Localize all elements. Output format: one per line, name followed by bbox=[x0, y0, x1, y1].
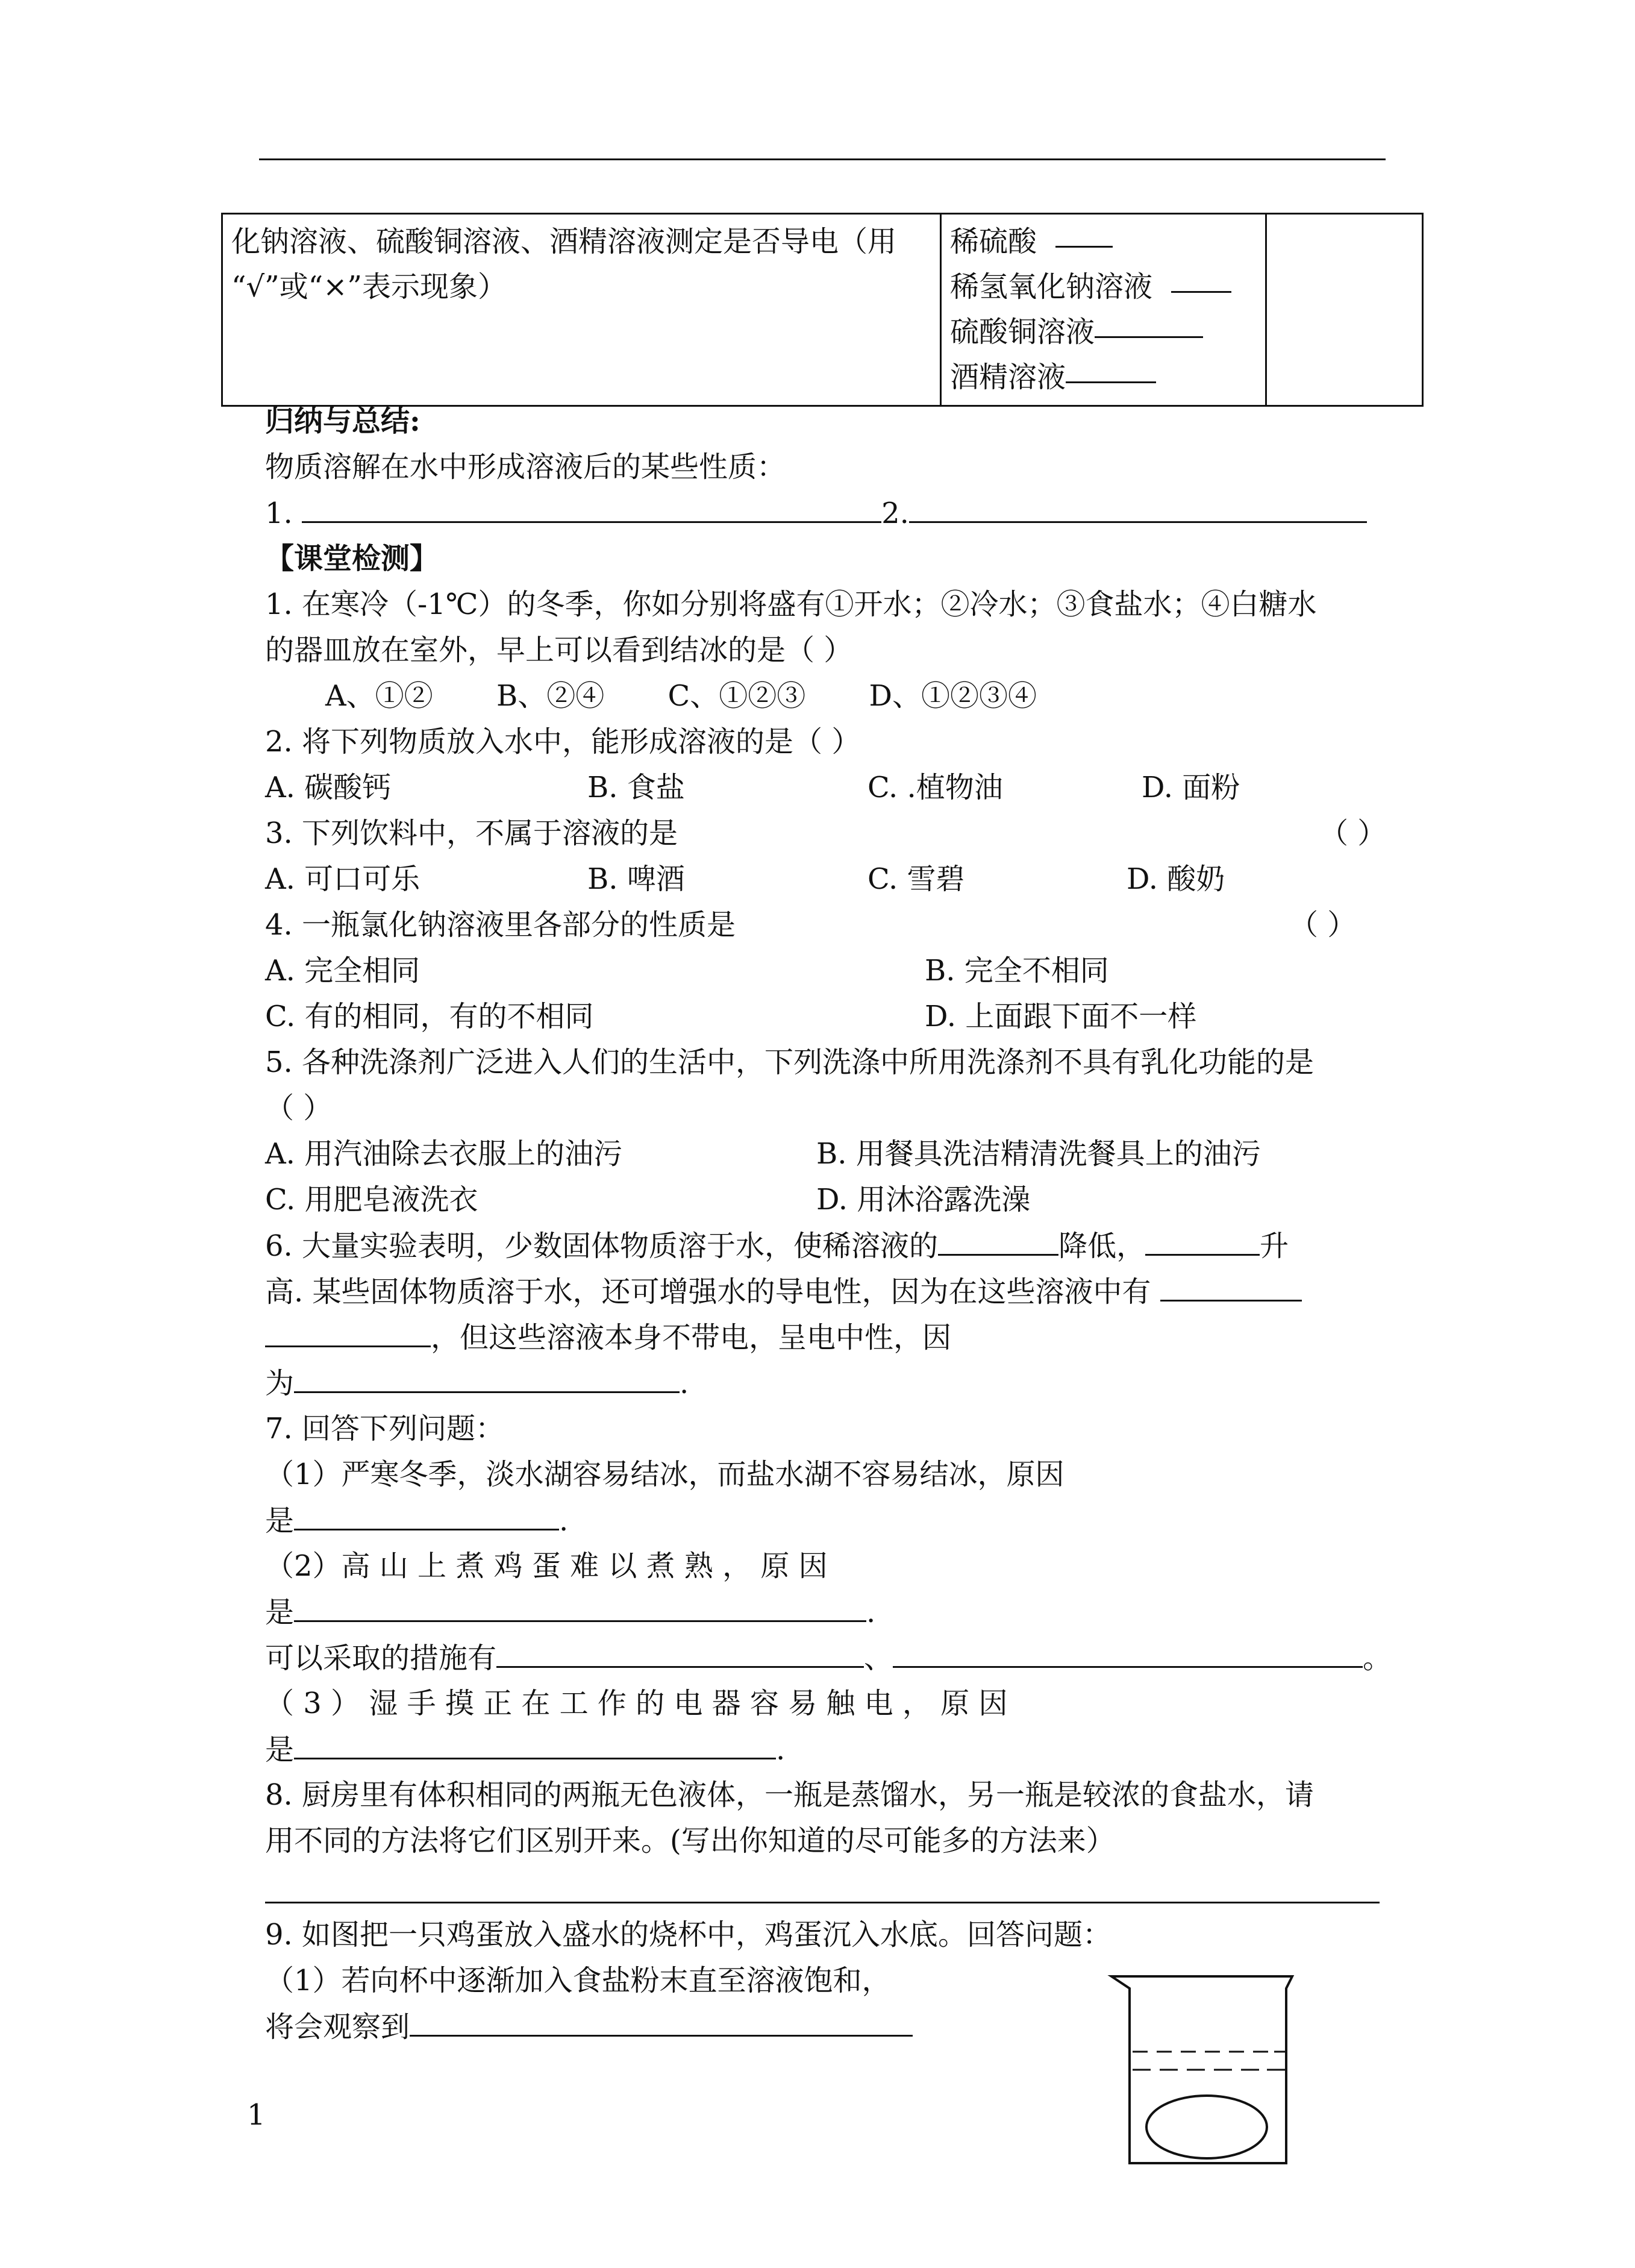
q7-text: . bbox=[866, 1596, 876, 1629]
q2-stem: 2. 将下列物质放入水中，能形成溶液的是（ ） bbox=[265, 725, 861, 759]
item-label: 稀氢氧化钠溶液 bbox=[950, 270, 1153, 304]
q7-text: 是 bbox=[265, 1504, 295, 1538]
option[interactable]: B. 用餐具洗洁精清洗餐具上的油污 bbox=[816, 1137, 1261, 1171]
q3-paren: （ ） bbox=[1319, 816, 1387, 850]
option[interactable]: D. 酸奶 bbox=[1127, 862, 1225, 896]
q7-s3b bbox=[265, 1731, 785, 1768]
option[interactable]: A、①② bbox=[325, 679, 433, 713]
q8-line1: 8. 厨房里有体积相同的两瓶无色液体，一瓶是蒸馏水，另一瓶是较浓的食盐水，请 bbox=[265, 1778, 1315, 1812]
q7-text: 是 bbox=[265, 1733, 295, 1767]
q1-line1: 1. 在寒冷（-1℃）的冬季，你如分别将盛有①开水；②冷水；③食盐水；④白糖水 bbox=[265, 587, 1317, 621]
answer-blank[interactable] bbox=[1160, 1273, 1302, 1302]
answer-blank[interactable] bbox=[1171, 265, 1231, 293]
q6-text: 降低， bbox=[1058, 1229, 1146, 1263]
answer-blank[interactable] bbox=[909, 495, 1367, 523]
item-label: 酒精溶液 bbox=[950, 360, 1066, 394]
answer-blank[interactable] bbox=[1055, 219, 1113, 248]
summary-intro: 物质溶解在水中形成溶液后的某些性质： bbox=[265, 450, 786, 484]
option[interactable]: C. .植物油 bbox=[868, 771, 1003, 804]
answer-blank[interactable] bbox=[1066, 355, 1156, 383]
answer-blank[interactable] bbox=[294, 1731, 776, 1759]
answer-blank[interactable] bbox=[294, 1502, 559, 1530]
table-middle-cell bbox=[941, 214, 1266, 406]
water-surface bbox=[1133, 2052, 1285, 2070]
answer-blank[interactable] bbox=[265, 1319, 431, 1347]
q9-s2 bbox=[265, 2008, 913, 2045]
table-item bbox=[950, 310, 1257, 355]
answer-blank[interactable] bbox=[1095, 310, 1203, 338]
q6-text: 高. 某些固体物质溶于水，还可增强水的导电性，因为在这些溶液中有 bbox=[265, 1275, 1151, 1309]
option[interactable]: A. 用汽油除去衣服上的油污 bbox=[265, 1137, 623, 1171]
q9-s1: （1）若向杯中逐渐加入食盐粉末直至溶液饱和， bbox=[265, 1964, 891, 1997]
q7-text: 、 bbox=[864, 1641, 893, 1675]
option[interactable]: C. 用肥皂液洗衣 bbox=[265, 1183, 478, 1217]
q1-line2: 的器皿放在室外，早上可以看到结冰的是（ ） bbox=[265, 633, 853, 667]
q4-stem: 4. 一瓶氯化钠溶液里各部分的性质是 bbox=[265, 908, 736, 942]
option[interactable]: D. 用沐浴露洗澡 bbox=[816, 1183, 1031, 1217]
q7-text: . bbox=[776, 1733, 786, 1767]
section-title: 【课堂检测】 bbox=[265, 542, 439, 575]
experiment-table bbox=[221, 213, 1424, 407]
option[interactable]: B、②④ bbox=[496, 679, 605, 713]
option[interactable]: C. 有的相同，有的不相同 bbox=[265, 1000, 594, 1033]
option[interactable]: C、①②③ bbox=[667, 679, 806, 713]
table-item bbox=[950, 265, 1257, 310]
q7-text: 可以采取的措施有 bbox=[265, 1641, 497, 1675]
q4-paren: （ ） bbox=[1289, 908, 1357, 942]
egg bbox=[1146, 2096, 1267, 2158]
q7-s2c bbox=[265, 1640, 1392, 1676]
q6-text: 为 bbox=[265, 1367, 295, 1400]
answer-blank[interactable] bbox=[496, 1640, 864, 1668]
item-label: 硫酸铜溶液 bbox=[950, 315, 1095, 349]
q5-stem: 5. 各种洗涤剂广泛进入人们的生活中，下列洗涤中所用洗涤剂不具有乳化功能的是 bbox=[265, 1045, 1315, 1079]
option[interactable]: B. 食盐 bbox=[587, 771, 685, 804]
q6-text: ，但这些溶液本身不带电，呈电中性，因 bbox=[431, 1321, 952, 1355]
q6-line3 bbox=[265, 1319, 951, 1356]
q7-text: . bbox=[559, 1504, 569, 1538]
option[interactable]: C. 雪碧 bbox=[868, 862, 965, 896]
answer-blank[interactable] bbox=[938, 1227, 1058, 1256]
q3-stem: 3. 下列饮料中，不属于溶液的是 bbox=[265, 816, 678, 850]
table-left-line1: 化钠溶液、硫酸铜溶液、酒精溶液测定是否导电（用 bbox=[231, 225, 897, 258]
q5-paren: （ ） bbox=[265, 1091, 333, 1125]
option[interactable]: A. 碳酸钙 bbox=[265, 771, 392, 804]
q7-s2a bbox=[265, 1548, 1380, 1584]
table-item bbox=[950, 219, 1257, 265]
option[interactable]: D. 上面跟下面不一样 bbox=[925, 1000, 1197, 1033]
q6-line4 bbox=[265, 1365, 689, 1402]
summary-line bbox=[265, 495, 1367, 531]
table-left-line2: “√”或“×”表示现象） bbox=[231, 270, 507, 304]
header-rule bbox=[259, 158, 1386, 160]
table-left-cell bbox=[222, 214, 941, 406]
answer-blank[interactable] bbox=[294, 1365, 680, 1393]
q7-text: （2）高 山 上 煮 鸡 蛋 难 以 煮 熟 ， 原 因 bbox=[265, 1549, 828, 1583]
q8-answer-line[interactable] bbox=[265, 1902, 1380, 1903]
item-label: 稀硫酸 bbox=[950, 225, 1037, 258]
q7-stem: 7. 回答下列问题： bbox=[265, 1412, 505, 1446]
q7-s1a: （1）严寒冬季，淡水湖容易结冰，而盐水湖不容易结冰，原因 bbox=[265, 1458, 1064, 1491]
q6-text: 升 bbox=[1260, 1229, 1289, 1263]
q7-s3a: （ 3 ） 湿 手 摸 正 在 工 作 的 电 器 容 易 触 电 ， 原 因 bbox=[265, 1687, 1008, 1720]
item-number: 2. bbox=[881, 497, 909, 530]
q9-text: 将会观察到 bbox=[265, 2010, 410, 2044]
summary-title: 归纳与总结: bbox=[265, 404, 420, 438]
beaker-with-egg-illustration bbox=[1105, 1970, 1304, 2169]
q6-text: . bbox=[680, 1367, 689, 1400]
answer-blank[interactable] bbox=[410, 2008, 913, 2037]
item-number: 1. bbox=[265, 497, 293, 530]
option[interactable]: B. 啤酒 bbox=[587, 862, 685, 896]
q7-text: 是 bbox=[265, 1596, 295, 1629]
answer-blank[interactable] bbox=[893, 1640, 1363, 1668]
option[interactable]: D、①②③④ bbox=[869, 679, 1037, 713]
q6-line1 bbox=[265, 1227, 1289, 1264]
option[interactable]: D. 面粉 bbox=[1142, 771, 1240, 804]
table-item bbox=[950, 355, 1257, 400]
q9-stem: 9. 如图把一只鸡蛋放入盛水的烧杯中，鸡蛋沉入水底。回答问题： bbox=[265, 1918, 1112, 1952]
q7-text: 。 bbox=[1363, 1641, 1392, 1675]
answer-blank[interactable] bbox=[302, 495, 881, 523]
table-right-cell bbox=[1266, 214, 1423, 406]
option[interactable]: A. 完全相同 bbox=[265, 954, 420, 988]
q6-line2 bbox=[265, 1273, 1302, 1310]
option[interactable]: A. 可口可乐 bbox=[265, 862, 420, 896]
page-number: 1 bbox=[247, 2098, 266, 2132]
q7-s2b bbox=[265, 1594, 875, 1631]
q7-s1b bbox=[265, 1502, 568, 1539]
answer-blank[interactable] bbox=[294, 1594, 866, 1622]
q8-line2: 用不同的方法将它们区别开来。(写出你知道的尽可能多的方法来） bbox=[265, 1824, 1115, 1858]
q6-text: 6. 大量实验表明，少数固体物质溶于水，使稀溶液的 bbox=[265, 1229, 939, 1263]
answer-blank[interactable] bbox=[1145, 1227, 1260, 1256]
q1-options bbox=[325, 678, 1037, 714]
option[interactable]: B. 完全不相同 bbox=[925, 954, 1109, 988]
